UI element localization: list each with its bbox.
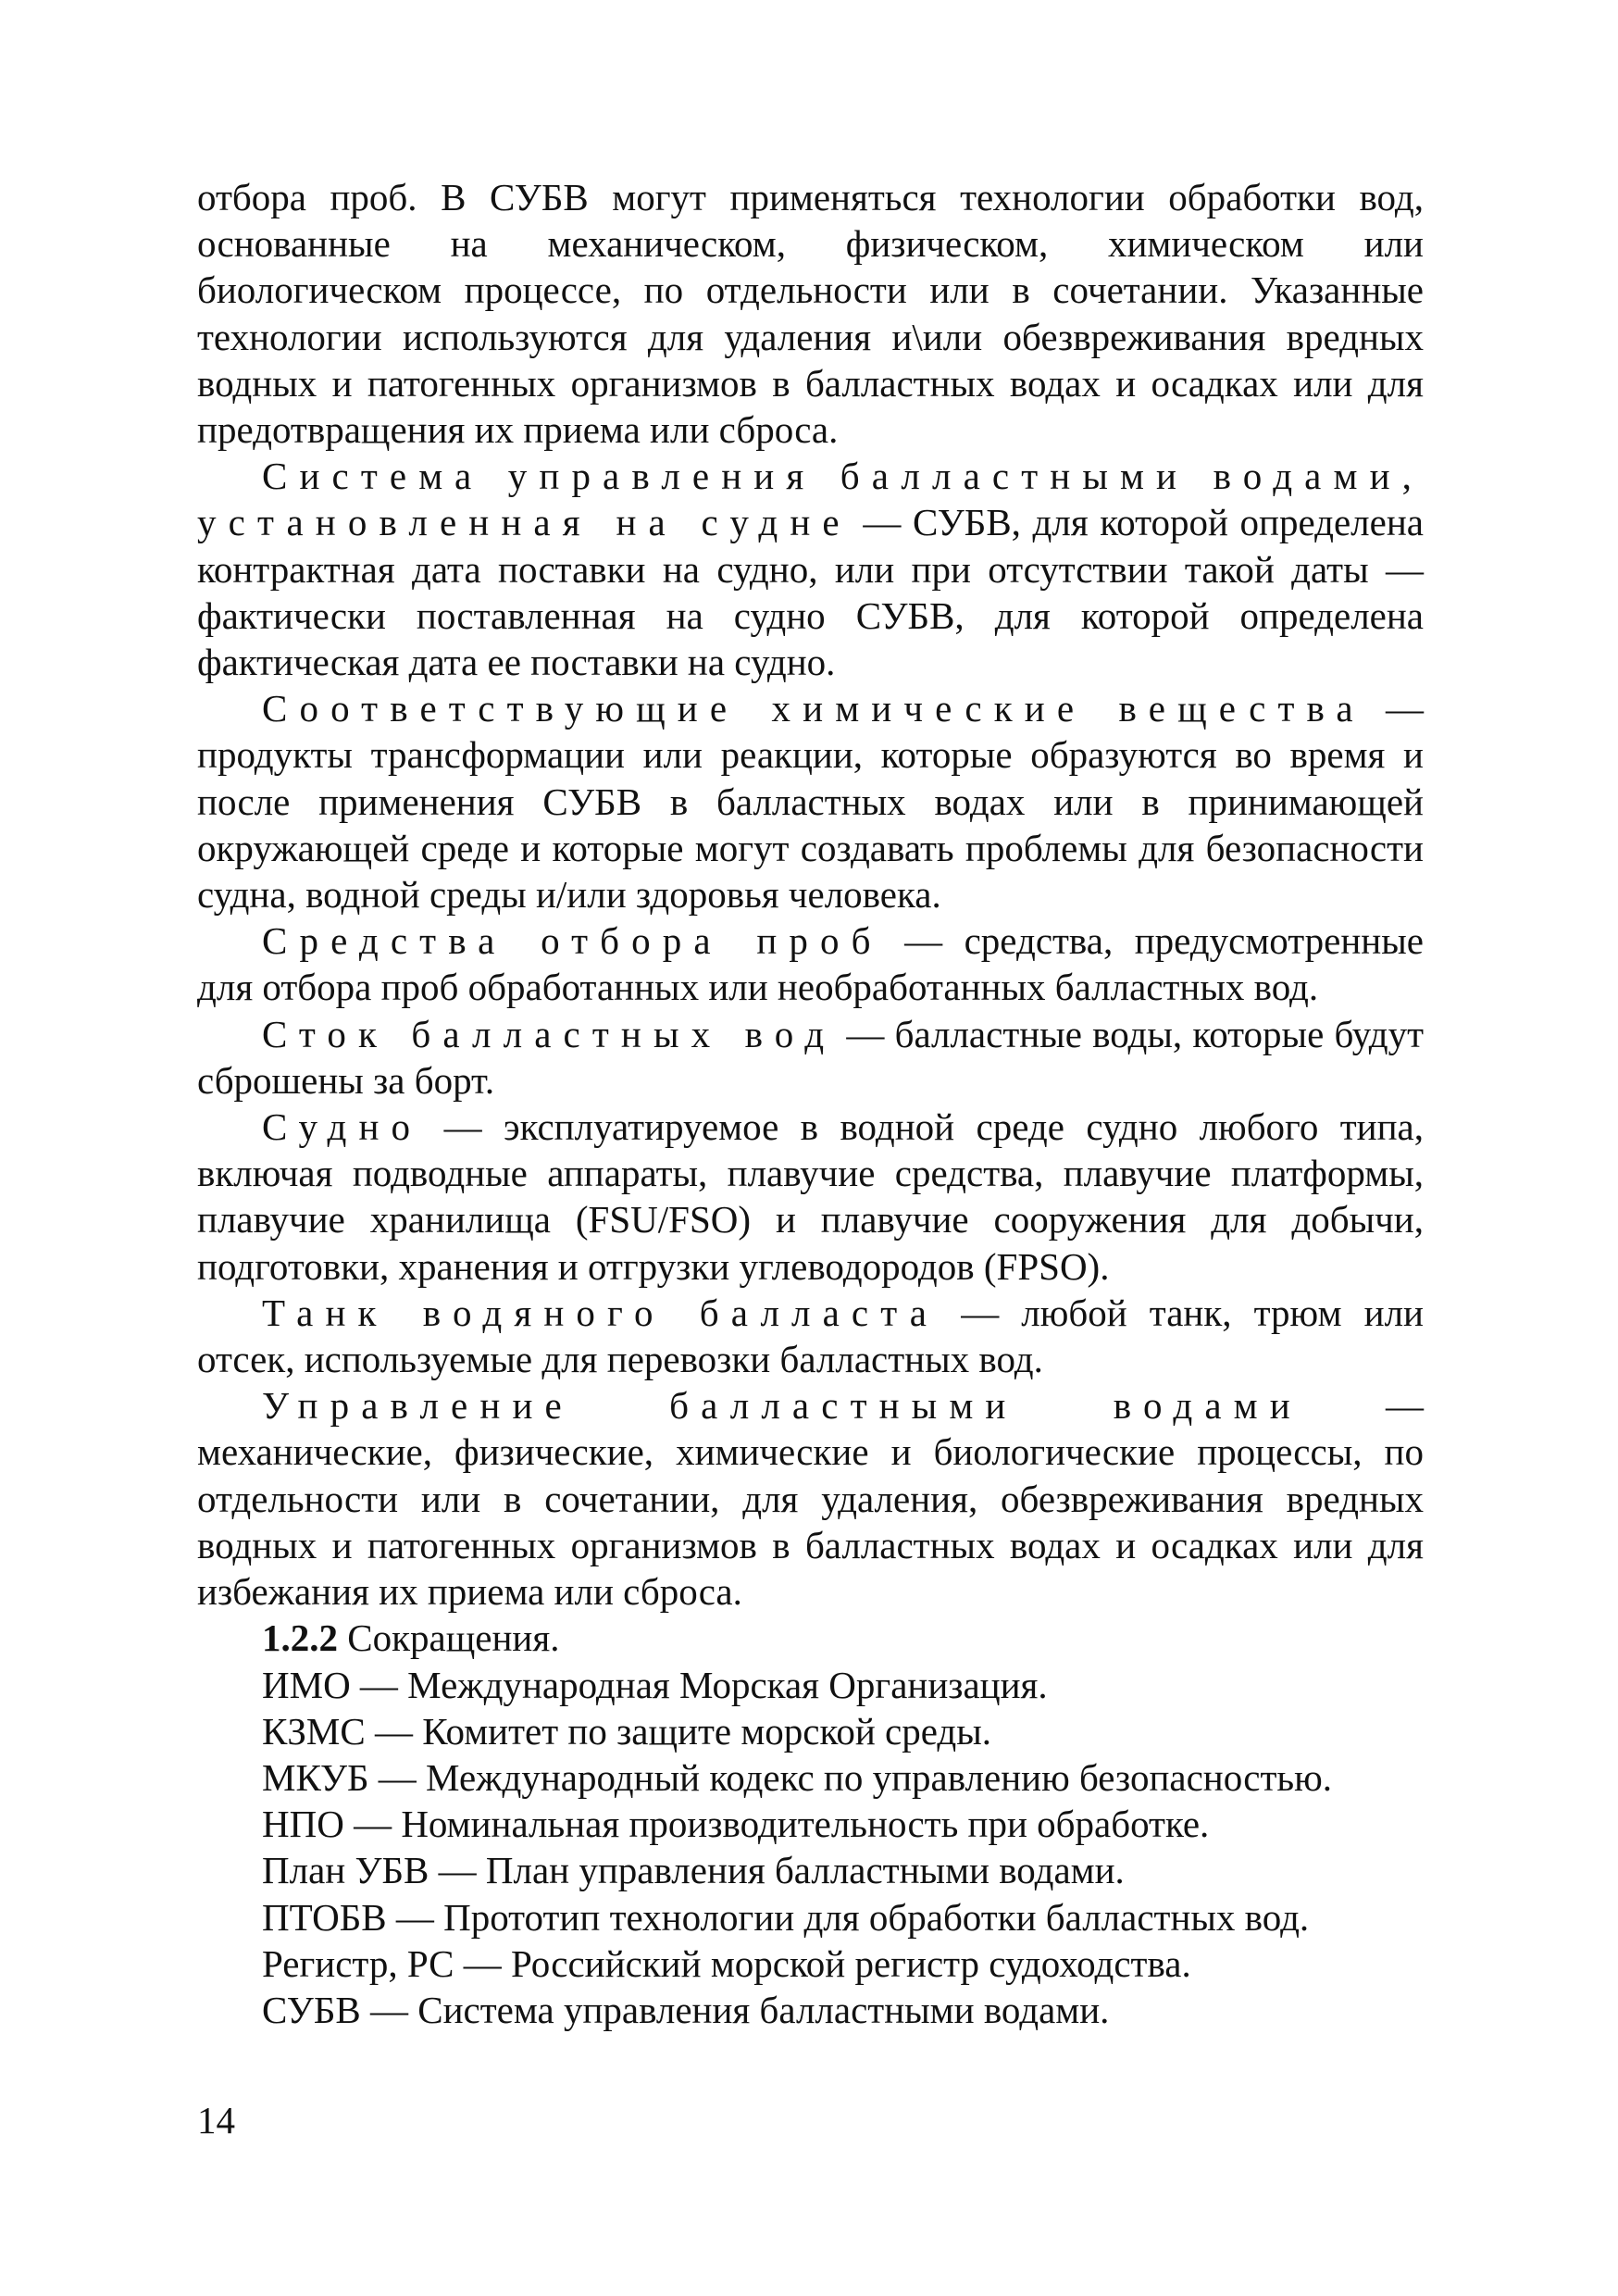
definition-term: Сток балластных вод xyxy=(262,1012,837,1055)
definition-term: Система управления балластными водами, установленная на судне xyxy=(197,455,1424,544)
abbreviation-item: КЗМС — Комитет по защите морской среды. xyxy=(262,1709,992,1753)
abbreviation-item: План УБВ — План управления балластными водами. xyxy=(262,1849,1125,1892)
page-number: 14 xyxy=(197,2099,235,2141)
section-number: 1.2.2 xyxy=(262,1616,338,1660)
definition-text: — эксплуатируемое в водной среде судно любого типа, включая подводные аппараты, плавучие средства, плавучие платформы, плавучие хранилища (FSU/FSO) и плавучие сооружения для добычи, подготовки, хранения и отгрузки углеводородов (FPSO). xyxy=(197,1105,1424,1288)
definition-paragraph xyxy=(197,1382,1424,1615)
abbreviation-list xyxy=(197,1662,1424,2034)
definition-text: — продукты трансформации или реакции, которые образуются во время и после применения СУБВ в балластных водах или в принимающей окружающей среде и которые могут создавать проблемы для безопасности судна, водной среды и/или здоровья человека. xyxy=(197,687,1425,917)
definition-term: Средства отбора проб xyxy=(262,919,883,963)
definition-text: — любой танк, трюм или отсек, используемые для перевозки балластных вод. xyxy=(197,1291,1424,1381)
definition-term: Управление балластными водами xyxy=(262,1384,1302,1428)
definition-term: Соответствующие химические вещества xyxy=(262,687,1365,730)
definition-text: — СУБВ, для которой определена контрактная дата поставки на судно, или при отсутствии такой даты — фактически поставленная на судно СУБВ, для которой определена фактическая дата ее поставки на судно. xyxy=(197,501,1424,684)
section-title: Сокращения. xyxy=(338,1616,560,1660)
definition-paragraph xyxy=(197,1011,1424,1104)
paragraph-text: отбора проб. В СУБВ могут применяться технологии обработки вод, основанные на механическом, физическом, химическом или биологическом процессе, по отдельности или в сочетании. Указанные технологии используются для удаления и\или обезвреживания вредных водных и патогенных организмов в балластных водах и осадках или для предотвращения их приема или сброса. xyxy=(197,176,1424,452)
abbreviation-item: МКУБ — Международный кодекс по управлению безопасностью. xyxy=(262,1755,1332,1799)
definition-text: — балластные воды, которые будут сброшены за борт. xyxy=(197,1012,1424,1102)
paragraph-continued xyxy=(197,174,1424,453)
definition-term: Судно xyxy=(262,1105,423,1149)
definition-text: — средства, предусмотренные для отбора проб обработанных или необработанных балластных вод. xyxy=(197,919,1424,1009)
page-body xyxy=(197,174,1424,2033)
abbreviation-item: ИМО — Международная Морская Организация. xyxy=(262,1663,1048,1706)
definition-paragraph xyxy=(197,1104,1424,1290)
definition-paragraph xyxy=(197,685,1424,917)
abbreviation-item: СУБВ — Система управления балластными водами. xyxy=(262,1988,1110,2031)
definition-text: — механические, физические, химические и биологические процессы, по отдельности или в сочетании, для удаления, обезвреживания вредных водных и патогенных организмов в балластных водах и осадках или для избежания их приема или сброса. xyxy=(197,1384,1424,1614)
abbreviation-item: Регистр, РС — Российский морской регистр судоходства. xyxy=(262,1941,1191,1985)
definition-term: Танк водяного балласта xyxy=(262,1291,940,1334)
abbreviation-item: НПО — Номинальная производительность при обработке. xyxy=(262,1803,1210,1846)
definition-paragraph xyxy=(197,1290,1424,1382)
definition-paragraph xyxy=(197,453,1424,685)
abbreviation-item: ПТОБВ — Прототип технологии для обработки балластных вод. xyxy=(262,1895,1310,1939)
section-heading xyxy=(197,1615,1424,1661)
definition-paragraph xyxy=(197,917,1424,1010)
